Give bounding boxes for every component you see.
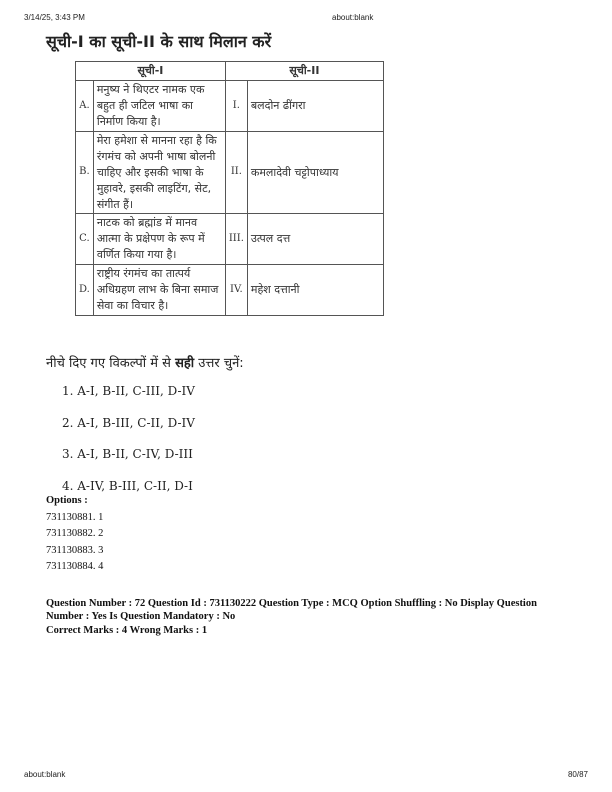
instruction-text [46, 353, 244, 371]
row-label: C. [76, 214, 94, 265]
table-header-row [76, 62, 384, 81]
row-numeral: IV. [225, 265, 247, 316]
print-datetime: 3/14/25, 3:43 PM [24, 13, 85, 22]
next-question-info: Question Number : 72 Question Id : 731130222 Question Type : MCQ Option Shuffling : No Display Question Number : Yes Is Question Mandatory : No [46, 598, 537, 622]
row-label: D. [76, 265, 94, 316]
table-row [76, 265, 384, 316]
table-row [76, 80, 384, 131]
list-2-item: बलदोन ढींगरा [247, 80, 383, 131]
list-2-item: महेश दत्तानी [247, 265, 383, 316]
options-label: Options : [46, 495, 88, 506]
list-1-item: मनुष्य ने थिएटर नामक एक बहुत ही जटिल भाषा का निर्माण किया है। [93, 80, 225, 131]
table-row [76, 131, 384, 214]
list-2-item: उत्पल दत्त [247, 214, 383, 265]
row-label: B. [76, 131, 94, 214]
next-question-marks: Correct Marks : 4 Wrong Marks : 1 [46, 625, 208, 636]
option-id-3: 731130883. 3 [46, 545, 104, 556]
print-url: about:blank [332, 13, 374, 22]
option-id-1: 731130881. 1 [46, 512, 104, 523]
list-2-header: सूची-II [225, 62, 383, 81]
instruction-bold: सही [175, 356, 195, 371]
answer-choice-4: 4. A-IV, B-III, C-II, D-I [62, 479, 193, 493]
footer-url: about:blank [24, 770, 66, 779]
answer-choice-1: 1. A-I, B-II, C-III, D-IV [62, 384, 195, 398]
instruction-suffix: उत्तर चुनें: [194, 356, 244, 371]
answer-choice-3: 3. A-I, B-II, C-IV, D-III [62, 447, 193, 461]
list-1-item: राष्ट्रीय रंगमंच का तात्पर्य अधिग्रहण लाभ के बिना समाज सेवा का विचार है। [93, 265, 225, 316]
row-numeral: I. [225, 80, 247, 131]
list-2-item: कमलादेवी चट्टोपाध्याय [247, 131, 383, 214]
row-label: A. [76, 80, 94, 131]
option-id-4: 731130884. 4 [46, 561, 104, 572]
row-numeral: II. [225, 131, 247, 214]
list-1-item: मेरा हमेशा से मानना रहा है कि रंगमंच को अपनी भाषा बोलनी चाहिए और इसकी भाषा के मुहावरे, इसकी लाइटिंग, सेट, संगीत हैं। [93, 131, 225, 214]
row-numeral: III. [225, 214, 247, 265]
list-1-item: नाटक को ब्रह्मांड में मानव आत्मा के प्रक्षेपण के रूप में वर्णित किया गया है। [93, 214, 225, 265]
match-table [75, 61, 384, 316]
option-id-2: 731130882. 2 [46, 528, 104, 539]
list-1-header: सूची-I [76, 62, 226, 81]
page-number: 80/87 [567, 770, 588, 779]
table-row [76, 214, 384, 265]
question-title: सूची-I का सूची-II के साथ मिलान करें [46, 32, 272, 51]
answer-choice-2: 2. A-I, B-III, C-II, D-IV [62, 416, 195, 430]
instruction-prefix: नीचे दिए गए विकल्पों में से [46, 356, 176, 371]
